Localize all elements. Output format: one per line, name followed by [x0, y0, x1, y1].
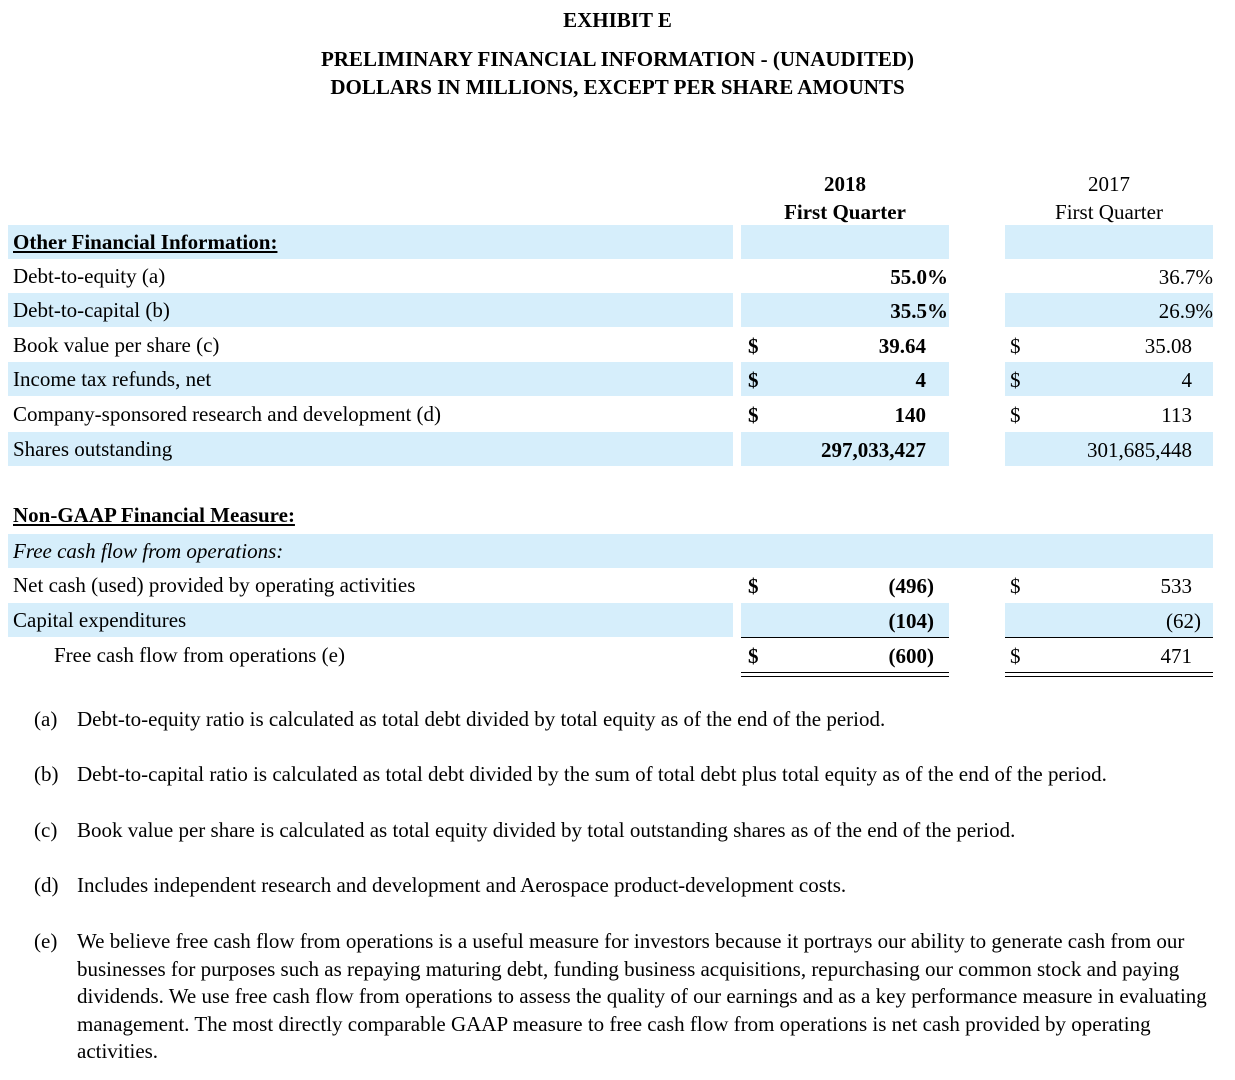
currency-symbol: $ — [1010, 574, 1021, 598]
total-double-rule — [1005, 672, 1213, 677]
table-row — [8, 603, 1213, 637]
table-row — [8, 432, 1213, 466]
value-2018: 297,033,427 — [821, 438, 926, 462]
value-2017: (62) — [1166, 609, 1201, 633]
footnote — [34, 817, 1224, 845]
column-period: First Quarter — [784, 200, 906, 224]
currency-symbol: $ — [1010, 334, 1021, 358]
column-period: First Quarter — [1055, 200, 1163, 224]
column-header-2017 — [1005, 170, 1213, 228]
value-2018: 140 — [894, 403, 926, 427]
section-subheading: Free cash flow from operations: — [13, 539, 284, 563]
column-year: 2018 — [824, 172, 866, 196]
value-2018: 35.5% — [890, 299, 948, 323]
row-label: Shares outstanding — [13, 437, 173, 461]
row-label: Free cash flow from operations (e) — [54, 643, 345, 667]
table-row — [8, 293, 1213, 327]
footnote — [34, 761, 1224, 789]
footnote-text: Book value per share is calculated as total equity divided by total outstanding shares as of the end of the period. — [77, 818, 1016, 842]
value-2018: (600) — [888, 644, 934, 668]
currency-symbol: $ — [748, 334, 759, 358]
footnote — [34, 706, 1224, 734]
section-heading: Non-GAAP Financial Measure: — [13, 503, 295, 527]
value-2018: 4 — [915, 368, 926, 392]
table-row — [8, 362, 1213, 396]
footnote-marker: (a) — [34, 707, 58, 731]
footnote-marker: (d) — [34, 873, 59, 897]
total-double-rule — [741, 672, 949, 677]
footnote — [34, 928, 1224, 1066]
column-year: 2017 — [1088, 172, 1130, 196]
currency-symbol: $ — [748, 368, 759, 392]
footnote-text: Debt-to-equity ratio is calculated as total debt divided by total equity as of the end of the period. — [77, 707, 886, 731]
footnote — [34, 872, 1224, 900]
row-label: Debt-to-capital (b) — [13, 298, 170, 322]
currency-symbol: $ — [1010, 644, 1021, 668]
row-label: Debt-to-equity (a) — [13, 264, 166, 288]
row-label: Income tax refunds, net — [13, 367, 212, 391]
units-subtitle: DOLLARS IN MILLIONS, EXCEPT PER SHARE AMOUNTS — [330, 75, 905, 99]
value-2018: 55.0% — [890, 265, 948, 289]
row-label: Capital expenditures — [13, 608, 187, 632]
subheading-row — [8, 534, 1213, 568]
value-2017: 36.7% — [1158, 265, 1213, 289]
total-row — [8, 638, 1213, 672]
value-2018: (104) — [888, 609, 934, 633]
footnote-marker: (e) — [34, 929, 58, 953]
footnote-text: Debt-to-capital ratio is calculated as total debt divided by the sum of total debt plus total equity as of the end of the period. — [77, 762, 1107, 786]
row-label: Company-sponsored research and development (d) — [13, 402, 442, 426]
footnote-text: Includes independent research and development and Aerospace product-development costs. — [77, 873, 847, 897]
row-label: Net cash (used) provided by operating activities — [13, 573, 416, 597]
footnote-text: We believe free cash flow from operations is a useful measure for investors because it portrays our ability to generate cash from our businesses for purposes such as repaying maturing debt, funding business acquisitions, repurchasing our common stock and paying dividends. We use free cash flow from operations to assess the quality of our earnings and as a key performance measure in evaluating management. The most directly comparable GAAP measure to free cash flow from operations is net cash provided by operating activities. — [77, 929, 1207, 1063]
currency-symbol: $ — [1010, 403, 1021, 427]
table-row — [8, 328, 1213, 362]
table-row — [8, 568, 1213, 602]
section-heading: Other Financial Information: — [13, 230, 278, 254]
value-2017: 26.9% — [1158, 299, 1213, 323]
value-2017: 301,685,448 — [1087, 438, 1192, 462]
table-row — [8, 397, 1213, 431]
value-2017: 113 — [1161, 403, 1192, 427]
section-heading-row — [8, 498, 1213, 532]
value-2017: 533 — [1160, 574, 1192, 598]
table-row — [8, 259, 1213, 293]
value-2017: 35.08 — [1144, 334, 1192, 358]
value-2017: 471 — [1160, 644, 1192, 668]
exhibit-title: EXHIBIT E — [563, 8, 672, 32]
currency-symbol: $ — [1010, 368, 1021, 392]
column-header-2018 — [741, 170, 949, 228]
row-label: Book value per share (c) — [13, 333, 220, 357]
currency-symbol: $ — [748, 644, 759, 668]
value-2018: (496) — [888, 574, 934, 598]
currency-symbol: $ — [748, 574, 759, 598]
footnote-marker: (b) — [34, 762, 59, 786]
currency-symbol: $ — [748, 403, 759, 427]
section-heading-row — [8, 225, 1213, 259]
footnote-marker: (c) — [34, 818, 58, 842]
value-2018: 39.64 — [878, 334, 926, 358]
value-2017: 4 — [1181, 368, 1192, 392]
report-subtitle: PRELIMINARY FINANCIAL INFORMATION - (UNAUDITED) — [320, 47, 915, 71]
